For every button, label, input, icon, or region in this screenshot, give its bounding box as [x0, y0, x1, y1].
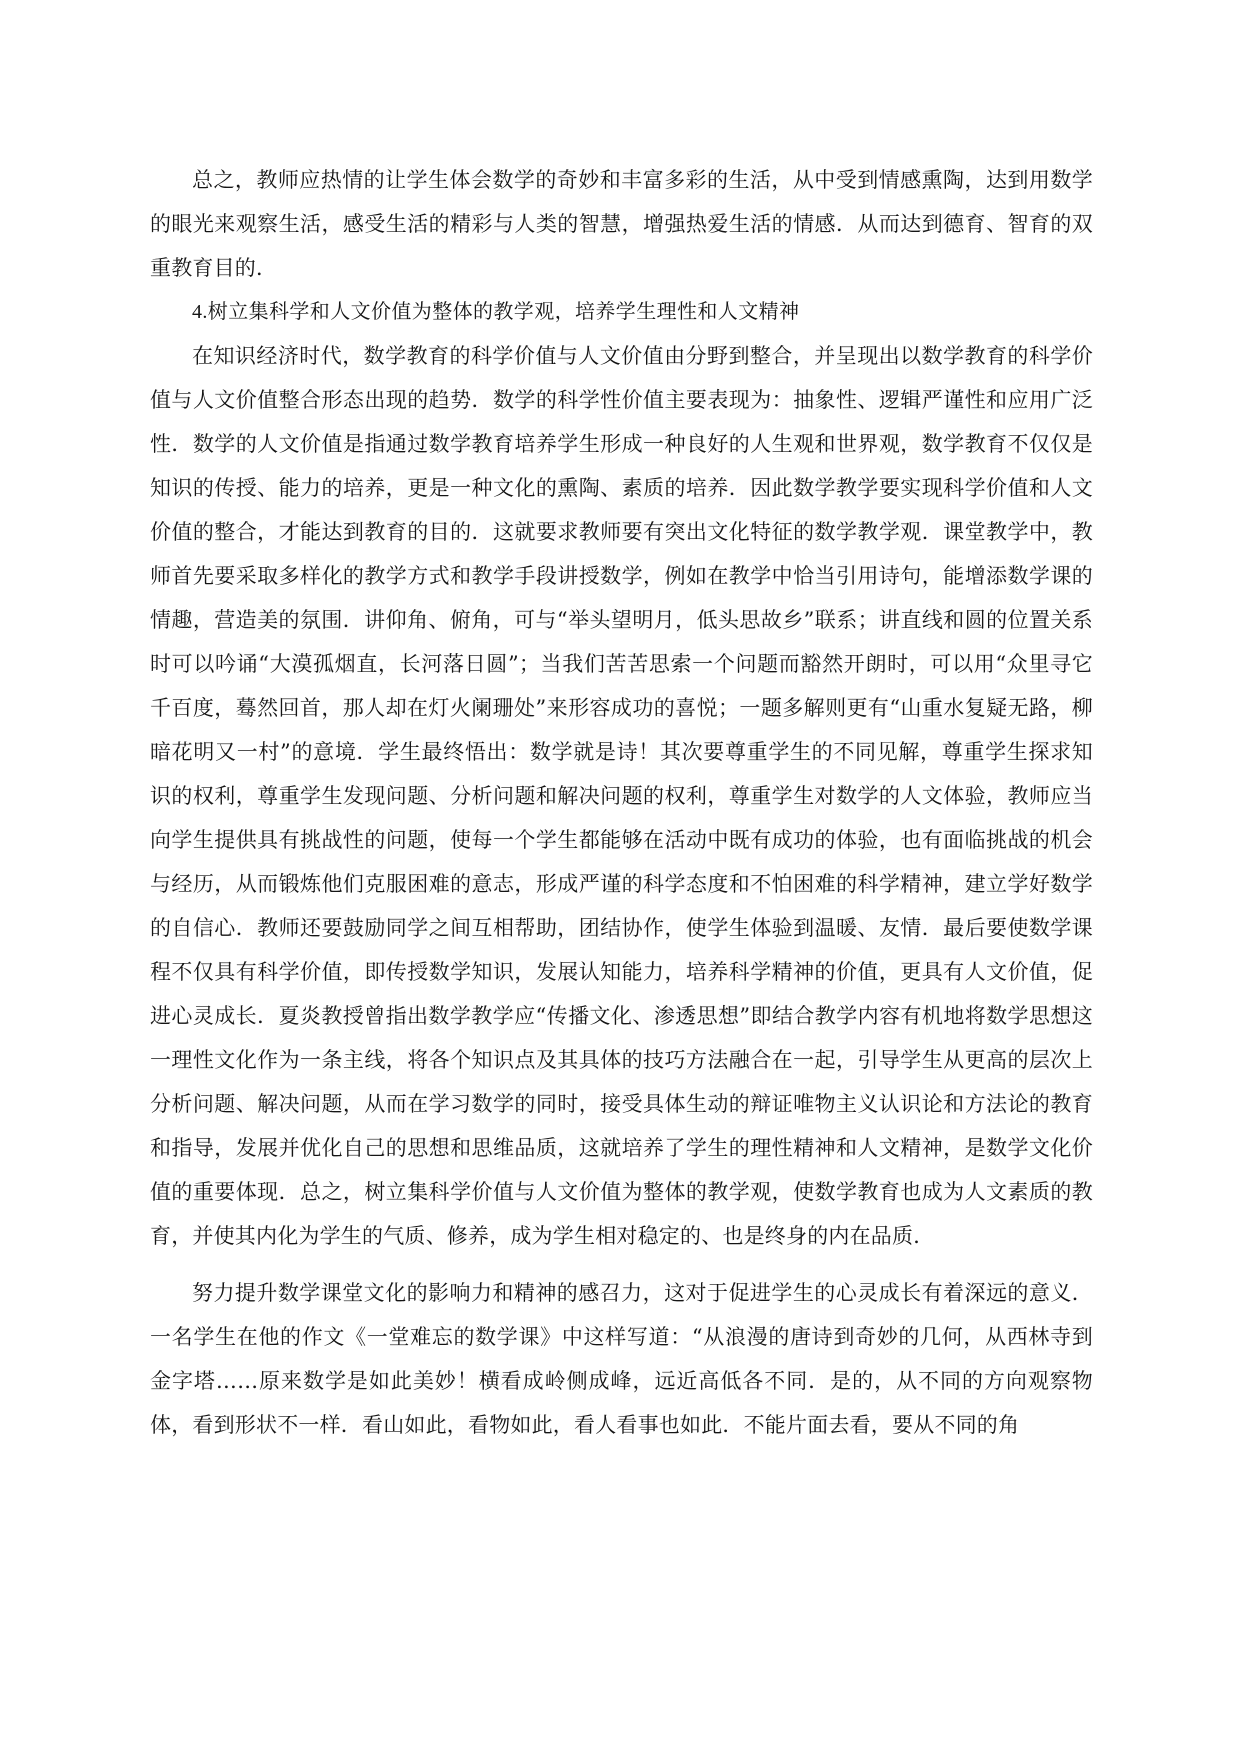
- section-heading: 4.树立集科学和人文价值为整体的教学观，培养学生理性和人文精神: [192, 301, 800, 323]
- paragraph-closing: 努力提升数学课堂文化的影响力和精神的感召力，这对于促进学生的心灵成长有着深远的意义．一名学生在他的作文《一堂难忘的数学课》中这样写道：“从浪漫的唐诗到奇妙的几何，从西林寺到金字塔……原来数学是如此美妙！横看成岭侧成峰，远近高低各不同．是的，从不同的方向观察物体，看到形状不一样．看山如此，看物如此，看人看事也如此．不能片面去看，要从不同的角: [150, 1281, 1093, 1437]
- paragraph-summary: 总之，教师应热情的让学生体会数学的奇妙和丰富多彩的生活，从中受到情感熏陶，达到用数学的眼光来观察生活，感受生活的精彩与人类的智慧，增强热爱生活的情感．从而达到德育、智育的双重教育目的．: [150, 168, 1093, 280]
- paragraph-body: 在知识经济时代，数学教育的科学价值与人文价值由分野到整合，并呈现出以数学教育的科学价值与人文价值整合形态出现的趋势．数学的科学性价值主要表现为：抽象性、逻辑严谨性和应用广泛性．数学的人文价值是指通过数学教育培养学生形成一种良好的人生观和世界观，数学教育不仅仅是知识的传授、能力的培养，更是一种文化的熏陶、素质的培养．因此数学教学要实现科学价值和人文价值的整合，才能达到教育的目的．这就要求教师要有突出文化特征的数学教学观．课堂教学中，教师首先要采取多样化的教学方式和教学手段讲授数学，例如在教学中恰当引用诗句，能增添数学课的情趣，营造美的氛围．讲仰角、俯角，可与“举头望明月，低头思故乡”联系；讲直线和圆的位置关系时可以吟诵“大漠孤烟直，长河落日圆”；当我们苦苦思索一个问题而豁然开朗时，可以用“众里寻它千百度，蓦然回首，那人却在灯火阑珊处”来形容成功的喜悦；一题多解则更有“山重水复疑无路，柳暗花明又一村”的意境．学生最终悟出：数学就是诗！其次要尊重学生的不同见解，尊重学生探求知识的权利，尊重学生发现问题、分析问题和解决问题的权利，尊重学生对数学的人文体验，教师应当向学生提供具有挑战性的问题，使每一个学生都能够在活动中既有成功的体验，也有面临挑战的机会与经历，从而锻炼他们克服困难的意志，形成严谨的科学态度和不怕困难的科学精神，建立学好数学的自信心．教师还要鼓励同学之间互相帮助，团结协作，使学生体验到温暖、友情．最后要使数学课程不仅具有科学价值，即传授数学知识，发展认知能力，培养科学精神的价值，更具有人文价值，促进心灵成长．夏炎教授曾指出数学教学应“传播文化、渗透思想”即结合教学内容有机地将数学思想这一理性文化作为一条主线，将各个知识点及其具体的技巧方法融合在一起，引导学生从更高的层次上分析问题、解决问题，从而在学习数学的同时，接受具体生动的辩证唯物主义认识论和方法论的教育和指导，发展并优化自己的思想和思维品质，这就培养了学生的理性精神和人文精神，是数学文化价值的重要体现．总之，树立集科学价值与人文价值为整体的教学观，使数学教育也成为人文素质的教育，并使其内化为学生的气质、修养，成为学生相对稳定的、也是终身的内在品质．: [150, 344, 1093, 1248]
